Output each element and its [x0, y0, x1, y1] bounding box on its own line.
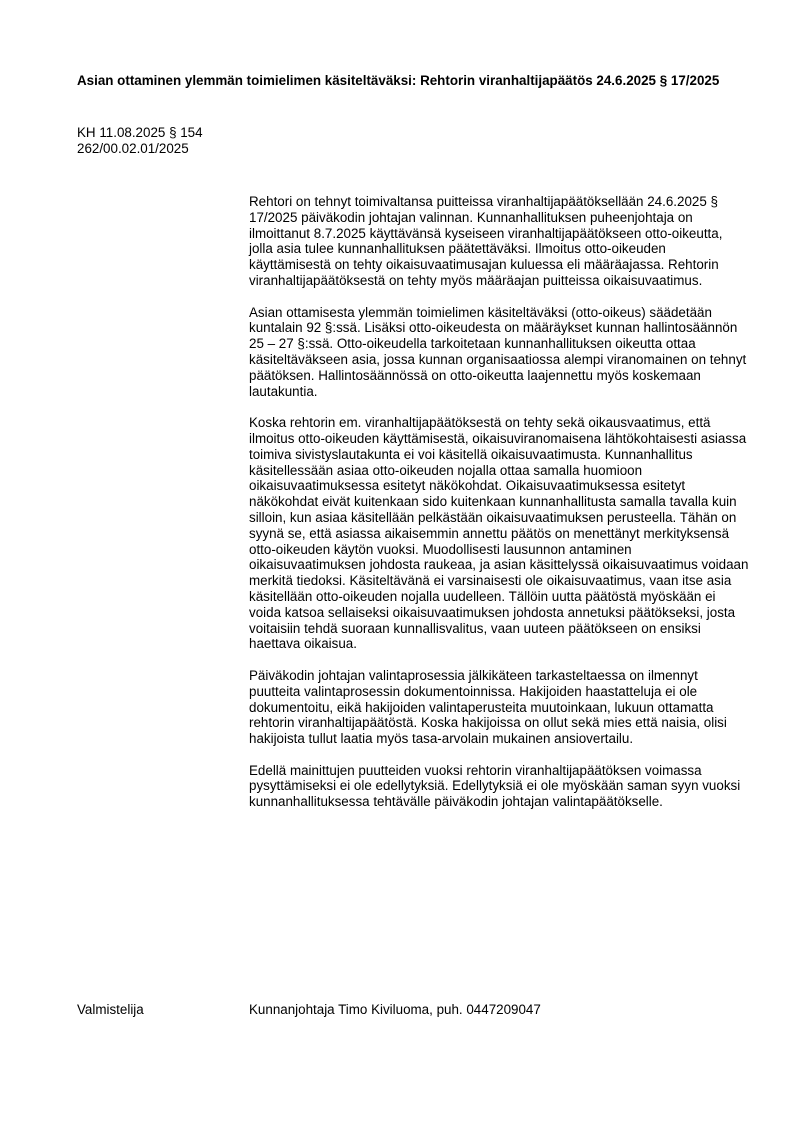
preparer-label: Valmistelija [77, 1002, 144, 1017]
preparer-info: Kunnanjohtaja Timo Kiviluoma, puh. 0447209047 [249, 1002, 541, 1017]
body-paragraph-1: Rehtori on tehnyt toimivaltansa puitteissa viranhaltijapäätöksellään 24.6.2025 § 17/2025 päiväkodin johtajan valinnan. Kunnanhallituksen puheenjohtaja on ilmoittanut 8.7.2025 käyttävänsä kyseiseen viranhaltijapäätökseen otto-oikeutta, jolla asia tulee kunnanhallituksen päätettäväksi. Ilmoitus otto-oikeuden käyttämisestä on tehty oikaisuvaatimusajan kuluessa eli määräajassa. Rehtorin viranhaltijapäätöksestä on tehty myös määräajan puitteissa oikaisuvaatimus. [249, 194, 723, 288]
document-meta [77, 125, 203, 157]
document-title: Asian ottaminen ylemmän toimielimen käsiteltäväksi: Rehtorin viranhaltijapäätös 24.6.2025 § 17/2025 [77, 73, 720, 88]
body-paragraph-5: Edellä mainittujen puutteiden vuoksi rehtorin viranhaltijapäätöksen voimassa pysyttämiseksi ei ole edellytyksiä. Edellytyksiä ei ole myöskään saman syyn vuoksi kunnanhallituksessa tehtävälle päiväkodin johtajan valintapäätökselle. [249, 762, 741, 810]
record-number: 262/00.02.01/2025 [77, 141, 189, 156]
body-paragraph-2: Asian ottamisesta ylemmän toimielimen käsiteltäväksi (otto-oikeus) säädetään kuntalain 92 §:ssä. Lisäksi otto-oikeudesta on määräykset kunnan hallintosäännön 25 – 27 §:ssä. Otto-oikeudella tarkoitetaan kunnanhallituksen oikeutta ottaa käsiteltäväkseen asia, jossa kunnan organisaatiossa alempi viranomainen on tehnyt päätöksen. Hallintosäännössä on otto-oikeutta laajennettu myös koskemaan lautakuntia. [249, 304, 747, 399]
document-body [249, 194, 749, 826]
meeting-reference: KH 11.08.2025 § 154 [77, 125, 203, 140]
body-paragraph-4: Päiväkodin johtajan valintaprosessia jälkikäteen tarkasteltaessa on ilmennyt puutteita valintaprosessin dokumentoinnissa. Hakijoiden haastatteluja ei ole dokumentoitu, eikä hakijoiden valintaperusteita muutoinkaan, lukuun ottamatta rehtorin viranhaltijapäätöstä. Koska hakijoissa on ollut sekä mies että naisia, olisi hakijoista tullut laatia myös tasa-arvolain mukainen ansiovertailu. [249, 667, 727, 747]
body-paragraph-3: Koska rehtorin em. viranhaltijapäätöksestä on tehty sekä oikausvaatimus, että ilmoitus otto-oikeuden käyttämisestä, oikaisuviranomaisena lähtökohtaisesti asiassa toimiva sivistyslautakunta ei voi käsitellä oikaisuvaatimusta. Kunnanhallitus käsitellessään asiaa otto-oikeuden nojalla ottaa samalla huomioon oikaisuvaatimuksessa esitetyt näkökohdat. Oikaisuvaatimuksessa esitetyt näkökohdat eivät kuitenkaan sido kuitenkaan kunnanhallitusta samalla tavalla kuin silloin, kun asiaa käsitellään pelkästään oikaisuvaatimuksen perusteella. Tähän on syynä se, että asiassa aikaisemmin annettu päätös on menettänyt merkityksensä otto-oikeuden käytön vuoksi. Muodollisesti lausunnon antaminen oikaisuvaatimuksen johdosta raukeaa, ja asian käsittelyssä oikaisuvaatimus voidaan merkitä tiedoksi. Käsiteltävänä ei varsinaisesti ole oikaisuvaatimus, vaan itse asia käsitellään otto-oikeuden nojalla uudelleen. Tällöin uutta päätöstä myöskään ei voida katsoa sellaiseksi oikaisuvaatimuksen johdosta annetuksi päätökseksi, josta voitaisiin tehdä suoraan kunnallisvalitus, vaan uuteen päätökseen on ensiksi haettava oikaisua. [249, 415, 749, 652]
